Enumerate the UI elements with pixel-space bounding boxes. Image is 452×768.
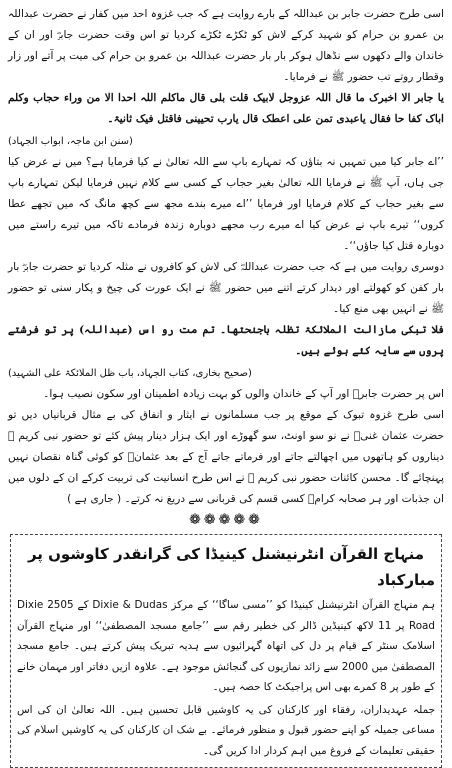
ornament-separator: ❁❁❁❁❁ [189, 512, 263, 528]
satisfaction-line: اس پر حضرت جابرؓ اور آپ کے خاندان والوں کو بہت زیادہ اطمینان اور سکون نصیب ہوا۔ [43, 388, 444, 400]
second-narration: دوسری روایت میں ہے کہ جب حضرت عبداللہؓ کی لاش کو کافروں نے مثلہ کردیا تو حضرت جابرؓ بار بار کفن کو کھولتے اور دیدار کرتے اتنے میں حضور ﷺ نے ایک عورت کی چیخ و پکار سنی تو حضور ﷺ نے انہیں بھی منع کیا۔ [8, 261, 444, 315]
tabuk-paragraph: اسی طرح غزوہ تبوک کے موقع پر جب مسلمانوں نے ایثار و انفاق کی بے مثال قربانیاں دیں تو حضرت عثمان غنیؓ نے نو سو اونٹ، سو گھوڑے اور ایک ہزار دینار پیش کئے تو حضور نبی کریم ﷺ دیناروں کو ہاتھوں میں اچھالتے جاتے اور فرماتے جاتے آج کے بعد عثمانؓ کو کوئی گناہ نقصان نہیں پہنچائے گا۔ محسن کائنات حضور نبی کریم ﷺ نے اس طرح انسانیت کی تربیت کرکے ان کے دلوں میں ان جذبات اور ہر صحابہ کرامؓ کسی قسم کی قربانی سے دریغ نہ کرتے۔ ( جاری ہے ) [8, 409, 444, 505]
hadith-reference: (سنن ابن ماجہ، ابواب الجہاد) [8, 136, 133, 147]
arabic-angels-quote: فلا تبکی مازالت الملائکۃ تظلہ باجنحتھا۔ تم مت رو اس (عبداللہ) پر تو فرشتے پروں سے سایہ کئے ہوئے ہیں۔ [8, 324, 444, 357]
bukhari-reference: (صحیح بخاری، کتاب الجہاد، باب ظل الملائکۃ علی الشہید) [8, 368, 252, 379]
hadith-translation: ’’اے جابر کیا میں تمہیں نہ بتاؤں کہ تمہارے باپ سے اللہ تعالیٰ نے کیا فرمایا ہے؟ میں نے عرض کیا جی ہاں، آپ ﷺ نے فرمایا اللہ تعالیٰ بغیر حجاب کے کسی سے کلام نہیں فرمایا لیکن تمہارے باپ سے بغیر حجاب کے کلام فرمایا اور فرمایا ’’اے میرے بندے مجھ سے کچھ مانگ کہ میں تجھے عطا کروں‘‘ تیرے باپ نے عرض کیا اے میرے رب مجھے دوبارہ زندہ فرمادے تاکہ میں تیرے راستے میں دوبارہ قتل کیا جاؤں‘‘۔ [8, 156, 444, 252]
box-paragraph: ہم منہاج القرآن انٹرنیشنل کینیڈا کو ’’مسی ساگا‘‘ کے مرکز Dixie & Dudas کے 2505 Dixie Road پر 11 لاکھ کینیڈین ڈالر کی خطیر رقم سے ’’جامع مسجد المصطفیٰ‘‘ اور منہاج القرآن اسلامک سنٹر کے قیام پر دل کی اتھاہ گہرائیوں سے ہدیہ تبریک پیش کرتے ہیں۔ جامع مسجد المصطفیٰ میں 2000 سے زائد نمازیوں کی گنجائش موجود ہے۔ علاوہ ازیں دفاتر اور مہمان خانے کے طور پر 8 کمرے بھی اس پراجیکٹ کا حصہ ہیں۔ [17, 599, 436, 693]
arabic-hadith-quote: یا جابر الا اخبرک ما قال اللہ عزوجل لابیک قلت بلی قال ماکلم اللہ احدا الا من وراء حجاب وکلم اباک کفا حا فقال یاعبدی تمن علی اعطک قال یارب تحیینی فاقتل فیک ثانیۃ۔ [8, 92, 444, 125]
intro-paragraph: اسی طرح حضرت جابر بن عبداللہ کے بارے روایت ہے کہ جب غزوہ احد میں کفار نے حضرت عبداللہ بن عمرو بن حرام کو شہید کرکے لاش کو ٹکڑے ٹکڑے کردیا تو اس وقت حضرت جابرؓ اور ان کے خاندان والے دکھوں سے نڈھال ہوکر بار بار حضرت عبداللہ بن عمرو بن حرام کی میت پر آتے اور زار وقطار روتے تب حضور ﷺ نے فرمایا۔ [8, 8, 444, 83]
box-title: منہاج القرآن انٹرنیشنل کینیڈا کی گرانقدر کاوشوں پر مبارکباد [27, 545, 435, 589]
congratulations-box [10, 534, 442, 768]
box-paragraph: جملہ عہدیداران، رفقاء اور کارکنان کی یہ کاوشیں قابل تحسین ہیں۔ اللہ تعالیٰ ان کی اس مساعی جمیلہ کو اپنے حضور قبول و منظور فرمائے۔ بے شک ان کارکنان کی یہ کاوشیں اسلام کی حقیقی تعلیمات کے فروغ میں اہم کردار ادا کریں گی۔ [17, 703, 435, 757]
